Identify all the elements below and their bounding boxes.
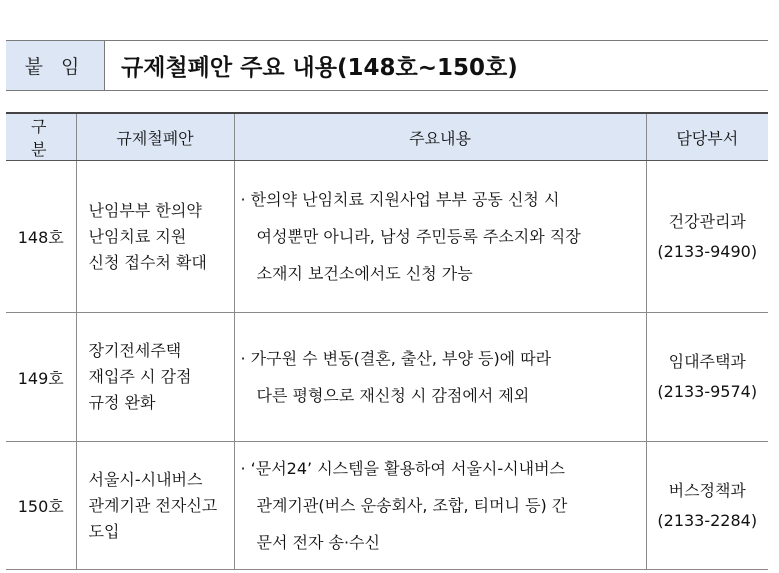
content-line: 문서 전자 송·수신: [256, 533, 380, 552]
proposal-name-line: 도입: [88, 521, 120, 541]
content-line: · 한의약 난임치료 지원사업 부부 공동 신청 시: [240, 190, 560, 209]
table-row: [6, 313, 768, 442]
department-phone: (2133-9490): [657, 241, 758, 261]
proposal-name: [76, 313, 234, 442]
main-content: [234, 442, 646, 570]
proposal-name-line: 난임부부 한의약: [88, 200, 202, 220]
column-header-department: 담당부서: [646, 113, 768, 161]
content-line: · ‘문서24’ 시스템을 활용하여 서울시-시내버스: [240, 459, 565, 478]
row-number: 148호: [6, 161, 76, 313]
content-line: 소재지 보건소에서도 신청 가능: [256, 264, 473, 283]
column-header-proposal: 규제철폐안: [76, 113, 234, 161]
content-line: 관계기관(버스 운송회사, 조합, 티머니 등) 간: [256, 496, 568, 515]
header-bar: [6, 40, 768, 91]
table-row: [6, 442, 768, 570]
row-number: 149호: [6, 313, 76, 442]
proposal-name-line: 서울시-시내버스: [88, 469, 203, 489]
department-name: 버스정책과: [668, 480, 746, 500]
regulation-table: [6, 112, 768, 570]
column-header-category: 구 분: [6, 113, 76, 161]
content-line: 여성뿐만 아니라, 남성 주민등록 주소지와 직장: [256, 227, 581, 246]
main-content: [234, 161, 646, 313]
main-content: [234, 313, 646, 442]
attachment-label: 붙 임: [6, 41, 105, 90]
proposal-name-line: 재입주 시 감점: [88, 367, 192, 386]
department-name: 임대주택과: [668, 352, 746, 371]
department-phone: (2133-2284): [657, 510, 758, 530]
table-row: [6, 161, 768, 313]
department-name: 건강관리과: [668, 211, 746, 231]
department: [646, 442, 768, 570]
table-header-row: [6, 113, 768, 161]
column-header-content: 주요내용: [234, 113, 646, 161]
row-number: 150호: [6, 442, 76, 570]
content-line: · 가구원 수 변동(결혼, 출산, 부양 등)에 따라: [240, 349, 552, 368]
proposal-name: [76, 442, 234, 570]
proposal-name-line: 관계기관 전자신고: [88, 495, 218, 515]
department-phone: (2133-9574): [657, 382, 758, 401]
proposal-name-line: 장기전세주택: [88, 341, 182, 360]
proposal-name: [76, 161, 234, 313]
proposal-name-line: 규정 완화: [88, 393, 156, 412]
proposal-name-line: 난임치료 지원: [88, 226, 187, 246]
page-title: 규제철폐안 주요 내용(148호~150호): [121, 55, 518, 81]
department: [646, 313, 768, 442]
department: [646, 161, 768, 313]
proposal-name-line: 신청 접수처 확대: [88, 252, 207, 272]
content-line: 다른 평형으로 재신청 시 감점에서 제외: [256, 386, 530, 405]
